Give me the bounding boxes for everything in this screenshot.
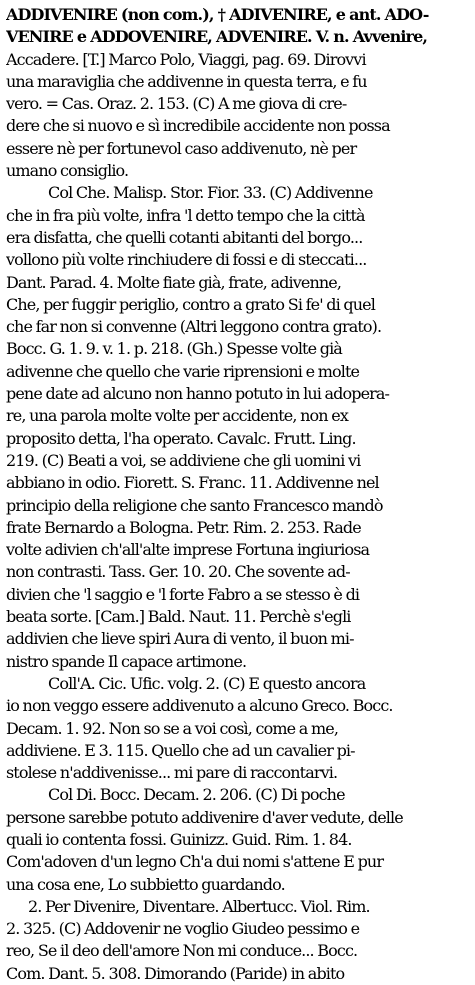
paragraph-col-che	[6, 182, 469, 673]
text-line: Dant. Parad. 4. Molte fiate già, frate, adivenne,	[6, 272, 342, 292]
text-line: Che, per fuggir periglio, contro a grato Si fe' di quel	[6, 294, 375, 314]
text-line: proposito detta, l'ha operato. Cavalc. Frutt. Ling.	[6, 428, 356, 448]
paragraph-headword	[6, 4, 469, 182]
text-line: Com'adoven d'un legno Ch'a dui nomi s'attene E pur	[6, 852, 384, 872]
text-line: volte adivien ch'all'alte imprese Fortuna ingiuriosa	[6, 540, 370, 560]
text-line: essere nè per fortunevol caso addivenuto, nè per	[6, 138, 357, 158]
text-line: Decam. 1. 92. Non so se a voi così, come a me,	[6, 718, 339, 738]
text-line: Col Che. Malisp. Stor. Fior. 33. (C) Addivenne	[48, 183, 373, 203]
text-line: principio della religione che santo Francesco mandò	[6, 495, 383, 515]
text-line: abbiano in odio. Fiorett. S. Franc. 11. Addivenne nel	[6, 473, 379, 493]
text-line: frate Bernardo a Bologna. Petr. Rim. 2. 253. Rade	[6, 517, 361, 537]
text-line: re, una parola molte volte per accidente, non ex	[6, 406, 348, 426]
text-line: Accadere. [T.] Marco Polo, Viaggi, pag. 69. Dirovvi	[6, 49, 366, 69]
text-line: Col Di. Bocc. Decam. 2. 206. (C) Di poche	[48, 785, 345, 805]
text-line: che in fra più volte, infra 'l detto tempo che la città	[6, 205, 365, 225]
text-line: Bocc. G. 1. 9. v. 1. p. 218. (Gh.) Spesse volte già	[6, 339, 342, 359]
text-line: una maraviglia che addivenne in questa terra, e fu	[6, 71, 367, 91]
text-line: Com. Dant. 5. 308. Dimorando (Paride) in abito	[6, 963, 345, 983]
text-line: che far non si convenne (Altri leggono contra grato).	[6, 317, 382, 337]
text-line: umano consiglio.	[6, 161, 129, 181]
text-line: era disfatta, che quelli cotanti abitanti del borgo...	[6, 227, 363, 247]
paragraph-coll-a	[6, 673, 469, 784]
text-line: io non veggo essere addivenuto a alcuno Greco. Bocc.	[6, 696, 393, 716]
text-line: stolese n'addivenisse... mi pare di raccontarvi.	[6, 763, 338, 783]
paragraph-sense-2	[6, 896, 469, 985]
text-line: VENIRE e ADDOVENIRE, ADVENIRE. V. n. Avvenire,	[6, 27, 428, 47]
text-line: ADDIVENIRE (non com.), † ADIVENIRE, e ant. ADO-	[6, 5, 429, 24]
text-line: persone sarebbe potuto addivenire d'aver vedute, delle	[6, 807, 403, 827]
text-line: 219. (C) Beati a voi, se addiviene che gli uomini vi	[6, 450, 361, 470]
text-line: non contrasti. Tass. Ger. 10. 20. Che sovente ad-	[6, 562, 350, 582]
paragraph-col-di	[6, 784, 469, 895]
text-line: addivien che lieve spiri Aura di vento, il buon mi-	[6, 629, 354, 649]
text-line: pene date ad alcuno non hanno potuto in lui adopera-	[6, 384, 390, 404]
text-line: vero. = Cas. Oraz. 2. 153. (C) A me giova di cre-	[6, 94, 347, 114]
text-line: vollono più volte rinchiudere di fossi e di steccati...	[6, 250, 367, 270]
text-line: dere che si nuovo e sì incredibile accidente non possa	[6, 116, 390, 136]
text-line: una cosa ene, Lo subbietto guardando.	[6, 874, 285, 894]
text-line: nistro spande Il capace artimone.	[6, 651, 247, 671]
text-line: adivenne che quello che varie riprensioni e molte	[6, 361, 360, 381]
text-line: divien che 'l saggio e 'l forte Fabro a se stesso è di	[6, 584, 360, 604]
text-line: 2. 325. (C) Addovenir ne voglio Giudeo pessimo e	[6, 919, 360, 939]
text-line: Coll'A. Cic. Ufic. volg. 2. (C) E questo ancora	[48, 673, 366, 693]
text-line: reo, Se il deo dell'amore Non mi conduce... Bocc.	[6, 941, 358, 961]
text-line: addiviene. E 3. 115. Quello che ad un cavalier pi-	[6, 740, 355, 760]
text-line: beata sorte. [Cam.] Bald. Naut. 11. Perchè s'egli	[6, 607, 351, 627]
text-line: 2. Per Divenire, Diventare. Albertucc. Viol. Rim.	[28, 896, 370, 916]
text-line: quali io contenta fossi. Guinizz. Guid. Rim. 1. 84.	[6, 829, 352, 849]
